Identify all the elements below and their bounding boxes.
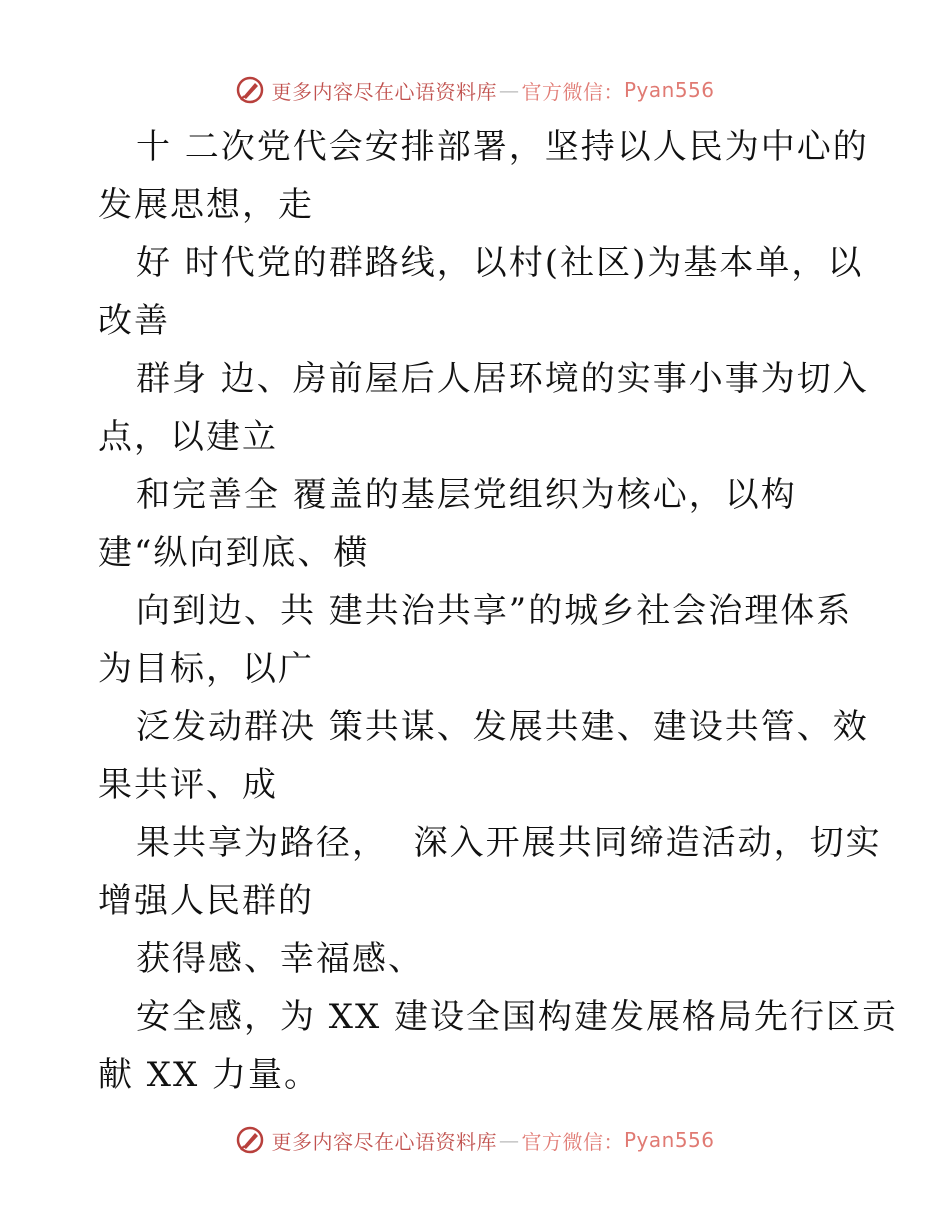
text-line: 献 XX 力量。 bbox=[98, 1055, 321, 1095]
wechat-id: Pyan556 bbox=[623, 1128, 715, 1152]
text-line: 和完善全 覆盖的基层党组织为核心，以构 bbox=[136, 475, 797, 515]
text-line: 十 二次党代会安排部署，坚持以人民为中心的 bbox=[136, 127, 869, 167]
wechat-label: 官方微信： bbox=[521, 79, 624, 104]
site-promo-text: 更多内容尽在心语资料库 bbox=[271, 79, 497, 104]
separator: — bbox=[498, 1128, 520, 1152]
document-body bbox=[98, 118, 899, 1104]
text-line: 果共评、成 bbox=[98, 765, 278, 805]
text-line: 发展思想，走 bbox=[98, 185, 314, 225]
text-line: 获得感、幸福感、 bbox=[136, 939, 424, 979]
wechat-label: 官方微信： bbox=[521, 1129, 624, 1154]
text-line: 好 时代党的群路线，以村(社区)为基本单，以 bbox=[136, 243, 864, 283]
text-line: 泛发动群决 策共谋、发展共建、建设共管、效 bbox=[136, 707, 869, 747]
text-line: 向到边、共 建共治共享”的城乡社会治理体系 bbox=[136, 591, 853, 631]
wechat-id: Pyan556 bbox=[623, 78, 715, 102]
text-line: 群身 边、房前屋后人居环境的实事小事为切入 bbox=[136, 359, 869, 399]
separator: — bbox=[498, 78, 520, 102]
header-banner bbox=[0, 70, 950, 110]
footer-banner bbox=[0, 1120, 950, 1160]
text-line: 安全感，为 XX 建设全国构建发展格局先行区贡 bbox=[136, 997, 899, 1037]
quill-pen-badge-icon bbox=[235, 1125, 265, 1155]
text-line: 果共享为路径， 深入开展共同缔造活动，切实 bbox=[136, 823, 882, 863]
text-line: 建“纵向到底、横 bbox=[98, 533, 370, 573]
text-line: 点，以建立 bbox=[98, 417, 278, 457]
text-line: 改善 bbox=[98, 301, 170, 341]
text-line: 增强人民群的 bbox=[98, 881, 314, 921]
quill-pen-badge-icon bbox=[235, 75, 265, 105]
text-line: 为目标，以广 bbox=[98, 649, 314, 689]
site-promo-text: 更多内容尽在心语资料库 bbox=[271, 1129, 497, 1154]
